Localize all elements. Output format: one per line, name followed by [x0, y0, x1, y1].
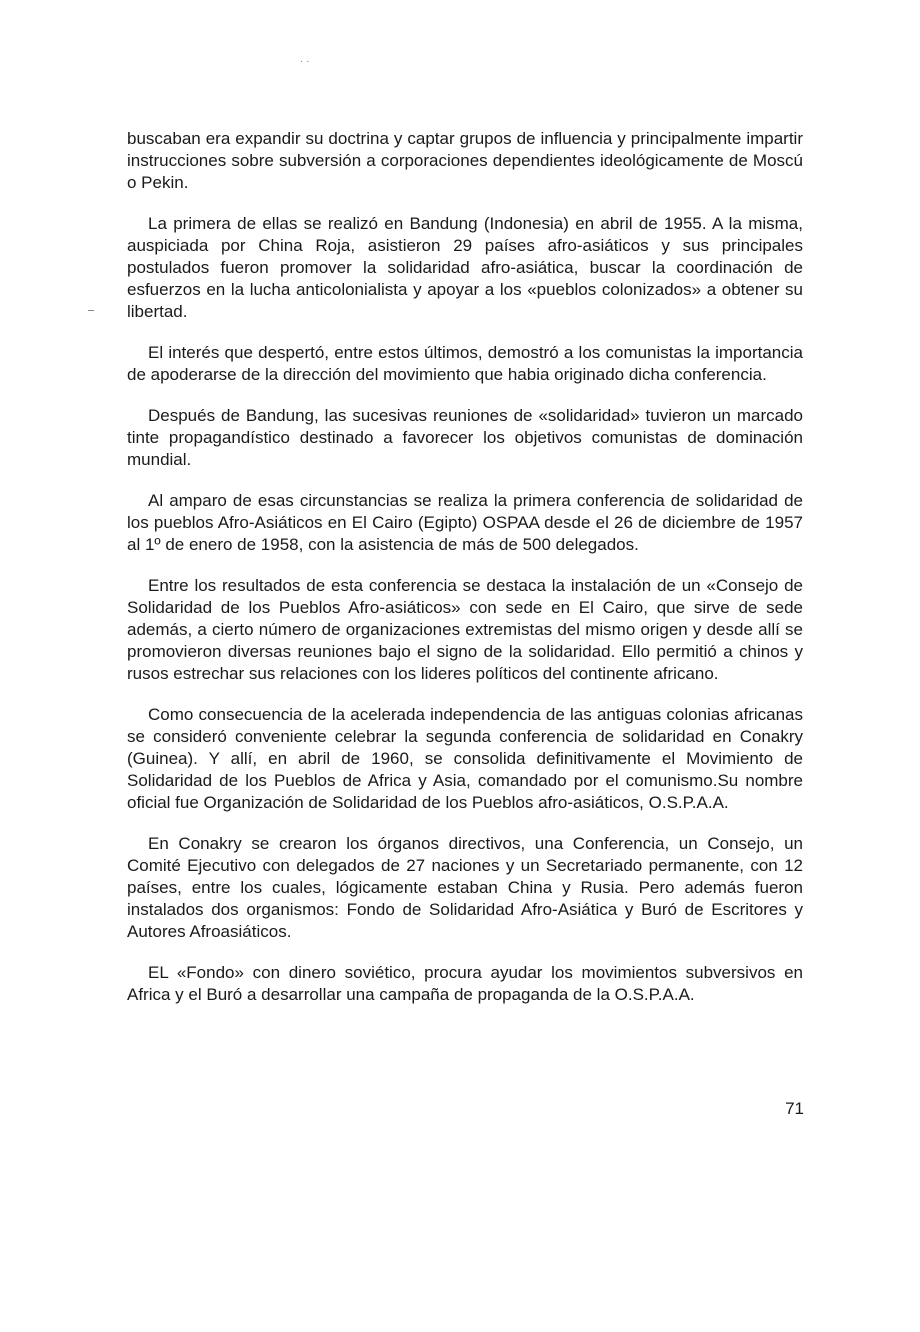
paragraph: Entre los resultados de esta conferencia se destaca la instalación de un «Consejo de Solidaridad de los Pueblos Afro-asiáticos» con sede en El Cairo, que sirve de sede además, a cierto número de organizaciones extremistas del mismo origen y desde allí se promovieron diversas reuniones bajo el signo de la solidaridad. Ello permitió a chinos y rusos estrechar sus relaciones con los lideres políticos del continente africano. — [127, 576, 803, 683]
paragraph: EL «Fondo» con dinero soviético, procura ayudar los movimientos subversivos en Africa y el Buró a desarrollar una campaña de propaganda de la O.S.P.A.A. — [127, 963, 803, 1004]
scan-speck: · · — [300, 56, 310, 67]
paragraph: Al amparo de esas circunstancias se realiza la primera conferencia de solidaridad de los pueblos Afro-Asiáticos en El Cairo (Egipto) OSPAA desde el 26 de diciembre de 1957 al 1º de enero de 1958, con la asistencia de más de 500 delegados. — [127, 491, 803, 554]
body-text — [127, 128, 803, 1025]
paragraph: La primera de ellas se realizó en Bandung (Indonesia) en abril de 1955. A la misma, auspiciada por China Roja, asistieron 29 países afro-asiáticos y sus principales postulados fueron promover la solidaridad afro-asiática, buscar la coordinación de esfuerzos en la lucha anticolonialista y apoyar a los «pueblos colonizados» a obtener su libertad. — [127, 214, 803, 321]
paragraph: buscaban era expandir su doctrina y captar grupos de influencia y principalmente impartir instrucciones sobre subversión a corporaciones dependientes ideológicamente de Moscú o Pekin. — [127, 129, 803, 192]
paragraph: Después de Bandung, las sucesivas reuniones de «solidaridad» tuvieron un marcado tinte propagandístico destinado a favorecer los objetivos comunistas de dominación mundial. — [127, 406, 803, 469]
paragraph: El interés que despertó, entre estos últimos, demostró a los comunistas la importancia de apoderarse de la dirección del movimiento que habia originado dicha conferencia. — [127, 343, 803, 384]
margin-mark — [88, 310, 94, 311]
paragraph: En Conakry se crearon los órganos directivos, una Conferencia, un Consejo, un Comité Ejecutivo con delegados de 27 naciones y un Secretariado permanente, con 12 países, entre los cuales, lógicamente estaban China y Rusia. Pero además fueron instalados dos organismos: Fondo de Solidaridad Afro-Asiática y Buró de Escritores y Autores Afroasiáticos. — [127, 834, 803, 941]
paragraph: Como consecuencia de la acelerada independencia de las antiguas colonias africanas se consideró conveniente celebrar la segunda conferencia de solidaridad en Conakry (Guinea). Y allí, en abril de 1960, se consolida definitivamente el Movimiento de Solidaridad de los Pueblos de Africa y Asia, comandado por el comunismo.Su nombre oficial fue Organización de Solidaridad de los Pueblos afro-asiáticos, O.S.P.A.A. — [127, 705, 803, 812]
page-number: 71 — [785, 1099, 804, 1118]
